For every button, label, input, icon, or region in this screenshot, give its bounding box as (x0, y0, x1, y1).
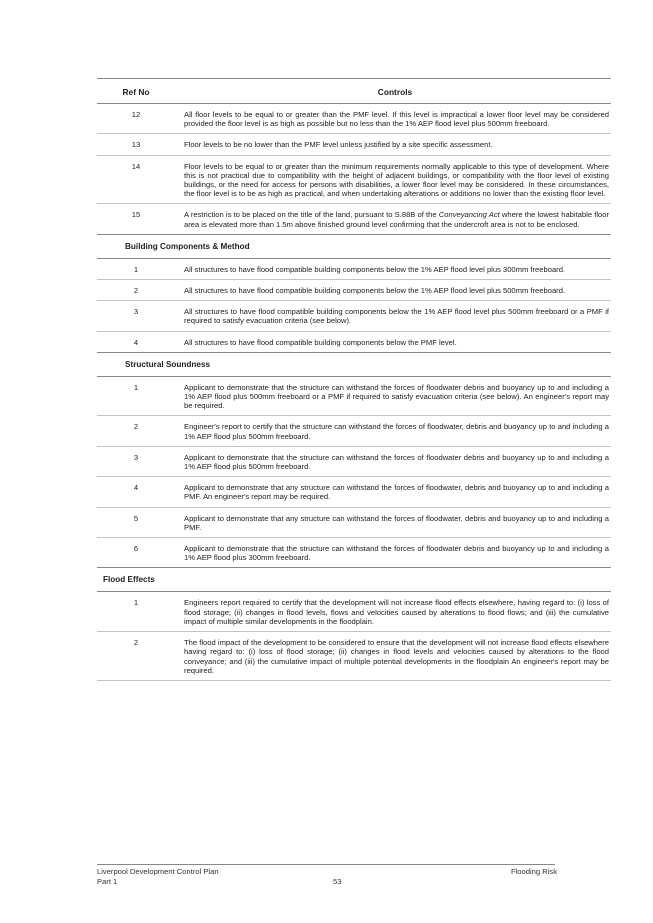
control-text: Engineers report required to certify that the development will not increase flood effects elsewhere, having regard to: (i) loss of flood storage; (ii) changes in flood levels, flows and velocities caused by alterations to flood flows; and (iii) the cumulative impact of multiple similar developments in the floodplain. (184, 598, 609, 626)
page-footer (97, 864, 557, 886)
ref-number: 1 (133, 264, 139, 274)
section-title: Building Components & Method (125, 241, 250, 251)
control-text: Applicant to demonstrate that the structure can withstand the forces of floodwater debris and buoyancy up to and including a 1% AEP flood plus 300mm freeboard. (184, 544, 609, 563)
ref-number: 2 (133, 286, 139, 296)
ref-number: 6 (133, 544, 139, 554)
control-text: All floor levels to be equal to or greater than the PMF level. If this level is impractical a lower floor level may be considered provided the floor level is as high as possible but no less than the 1% AEP flood level plus 500mm freeboard. (184, 110, 609, 129)
table-row (97, 508, 611, 538)
footer-section: Flooding Risk (510, 867, 557, 876)
control-text-part: A restriction is to be placed on the title of the land, pursuant to S.88B of the (184, 210, 439, 220)
section-heading-structural-soundness (97, 352, 611, 377)
control-text: Applicant to demonstrate that any structure can withstand the forces of floodwater, debris and buoyancy up to and including a PMF. (184, 513, 609, 532)
section-title: Flood Effects (103, 575, 155, 585)
table-row (97, 134, 611, 155)
ref-no-header: Ref No (122, 87, 150, 97)
table-row (97, 104, 611, 134)
table-row (97, 538, 611, 568)
page-number: 53 (333, 877, 342, 886)
control-text: Floor levels to be no lower than the PMF level unless justified by a site specific assessment. (184, 140, 493, 150)
control-text-part: where the lowest habitable floor area is elevated more than 1.5m above finished ground level confirming that the undercroft area is not to be enclosed. (184, 210, 609, 229)
ref-number: 2 (133, 422, 139, 432)
table-row (97, 156, 611, 205)
act-name: Conveyancing Act (438, 210, 500, 220)
table-row (97, 592, 611, 632)
control-text: Applicant to demonstrate that any structure can withstand the forces of floodwater, debris and buoyancy up to and including a PMF. An engineer's report may be required. (184, 483, 609, 502)
ref-number: 4 (133, 337, 139, 347)
controls-header: Controls (377, 87, 413, 97)
ref-number: 2 (133, 638, 139, 648)
table-row (97, 301, 611, 331)
control-text: All structures to have flood compatible building components below the 1% AEP flood level plus 500mm freeboard. (184, 286, 566, 296)
ref-number: 13 (131, 140, 141, 150)
section-heading-building-components (97, 234, 611, 259)
ref-number: 3 (133, 307, 139, 317)
control-text: Applicant to demonstrate that the structure can withstand the forces of floodwater debris and buoyancy up to and including a 1% AEP flood plus 500mm freeboard. (184, 452, 609, 472)
section-heading-flood-effects (97, 567, 611, 592)
ref-number: 1 (133, 382, 139, 392)
control-text: Applicant to demonstrate that the structure can withstand the forces of floodwater debris and buoyancy up to and including a 1% AEP flood plus 500mm freeboard or a PMF if required to satisfy evacuation criteria (see below). An engineer's report may be required. (184, 382, 609, 411)
ref-number: 4 (133, 483, 139, 493)
control-text: All structures to have flood compatible building components below the 1% AEP flood level plus 500mm freeboard or a PMF if required to satisfy evacuation criteria (see below). (184, 307, 609, 326)
table-row (97, 477, 611, 507)
control-text: Floor levels to be equal to or greater than the minimum requirements normally applicable to this type of development. Where this is not practical due to compatibility with the height of adjacent buildings, or compatibility with the floor level of existing buildings, or the need for access for persons with disabilities, a lower floor level may be considered. In these circumstances, the floor level is to be as high as practical, and when undertaking alterations or additions no lower than the existing floor level. (184, 161, 609, 199)
footer-part: Part 1 (97, 877, 118, 886)
ref-number: 14 (131, 161, 141, 171)
section-title: Structural Soundness (125, 359, 211, 369)
ref-number: 5 (133, 513, 139, 523)
control-text: All structures to have flood compatible building components below the 1% AEP flood level plus 300mm freeboard. (184, 264, 566, 274)
table-row (97, 447, 611, 477)
table-row (97, 259, 611, 280)
table-row (97, 377, 611, 417)
footer-doc-title: Liverpool Development Control Plan (97, 867, 219, 876)
table-row (97, 280, 611, 301)
table-row (97, 632, 611, 681)
table-row (97, 416, 611, 446)
control-text (175, 210, 611, 228)
ref-number: 3 (133, 452, 139, 462)
ref-number: 1 (133, 598, 139, 608)
ref-number: 15 (131, 210, 141, 220)
control-text: The flood impact of the development to be considered to ensure that the development will not increase flood effects elsewhere having regard to: (i) loss of flood storage; (ii) changes in flood levels and velocities caused by alterations to the flood conveyance; and (iii) the cumulative impact of multiple potential developments in the floodplain An engineer's report may be required. (184, 638, 609, 675)
table-header (97, 78, 611, 104)
table-row (97, 332, 611, 353)
control-text: Engineer's report to certify that the structure can withstand the forces of floodwater, debris and buoyancy up to and including a 1% AEP flood plus 500mm freeboard. (184, 422, 609, 441)
controls-table (97, 78, 611, 681)
control-text: All structures to have flood compatible building components below the PMF level. (184, 337, 457, 347)
table-row (97, 204, 611, 234)
ref-number: 12 (131, 110, 141, 119)
